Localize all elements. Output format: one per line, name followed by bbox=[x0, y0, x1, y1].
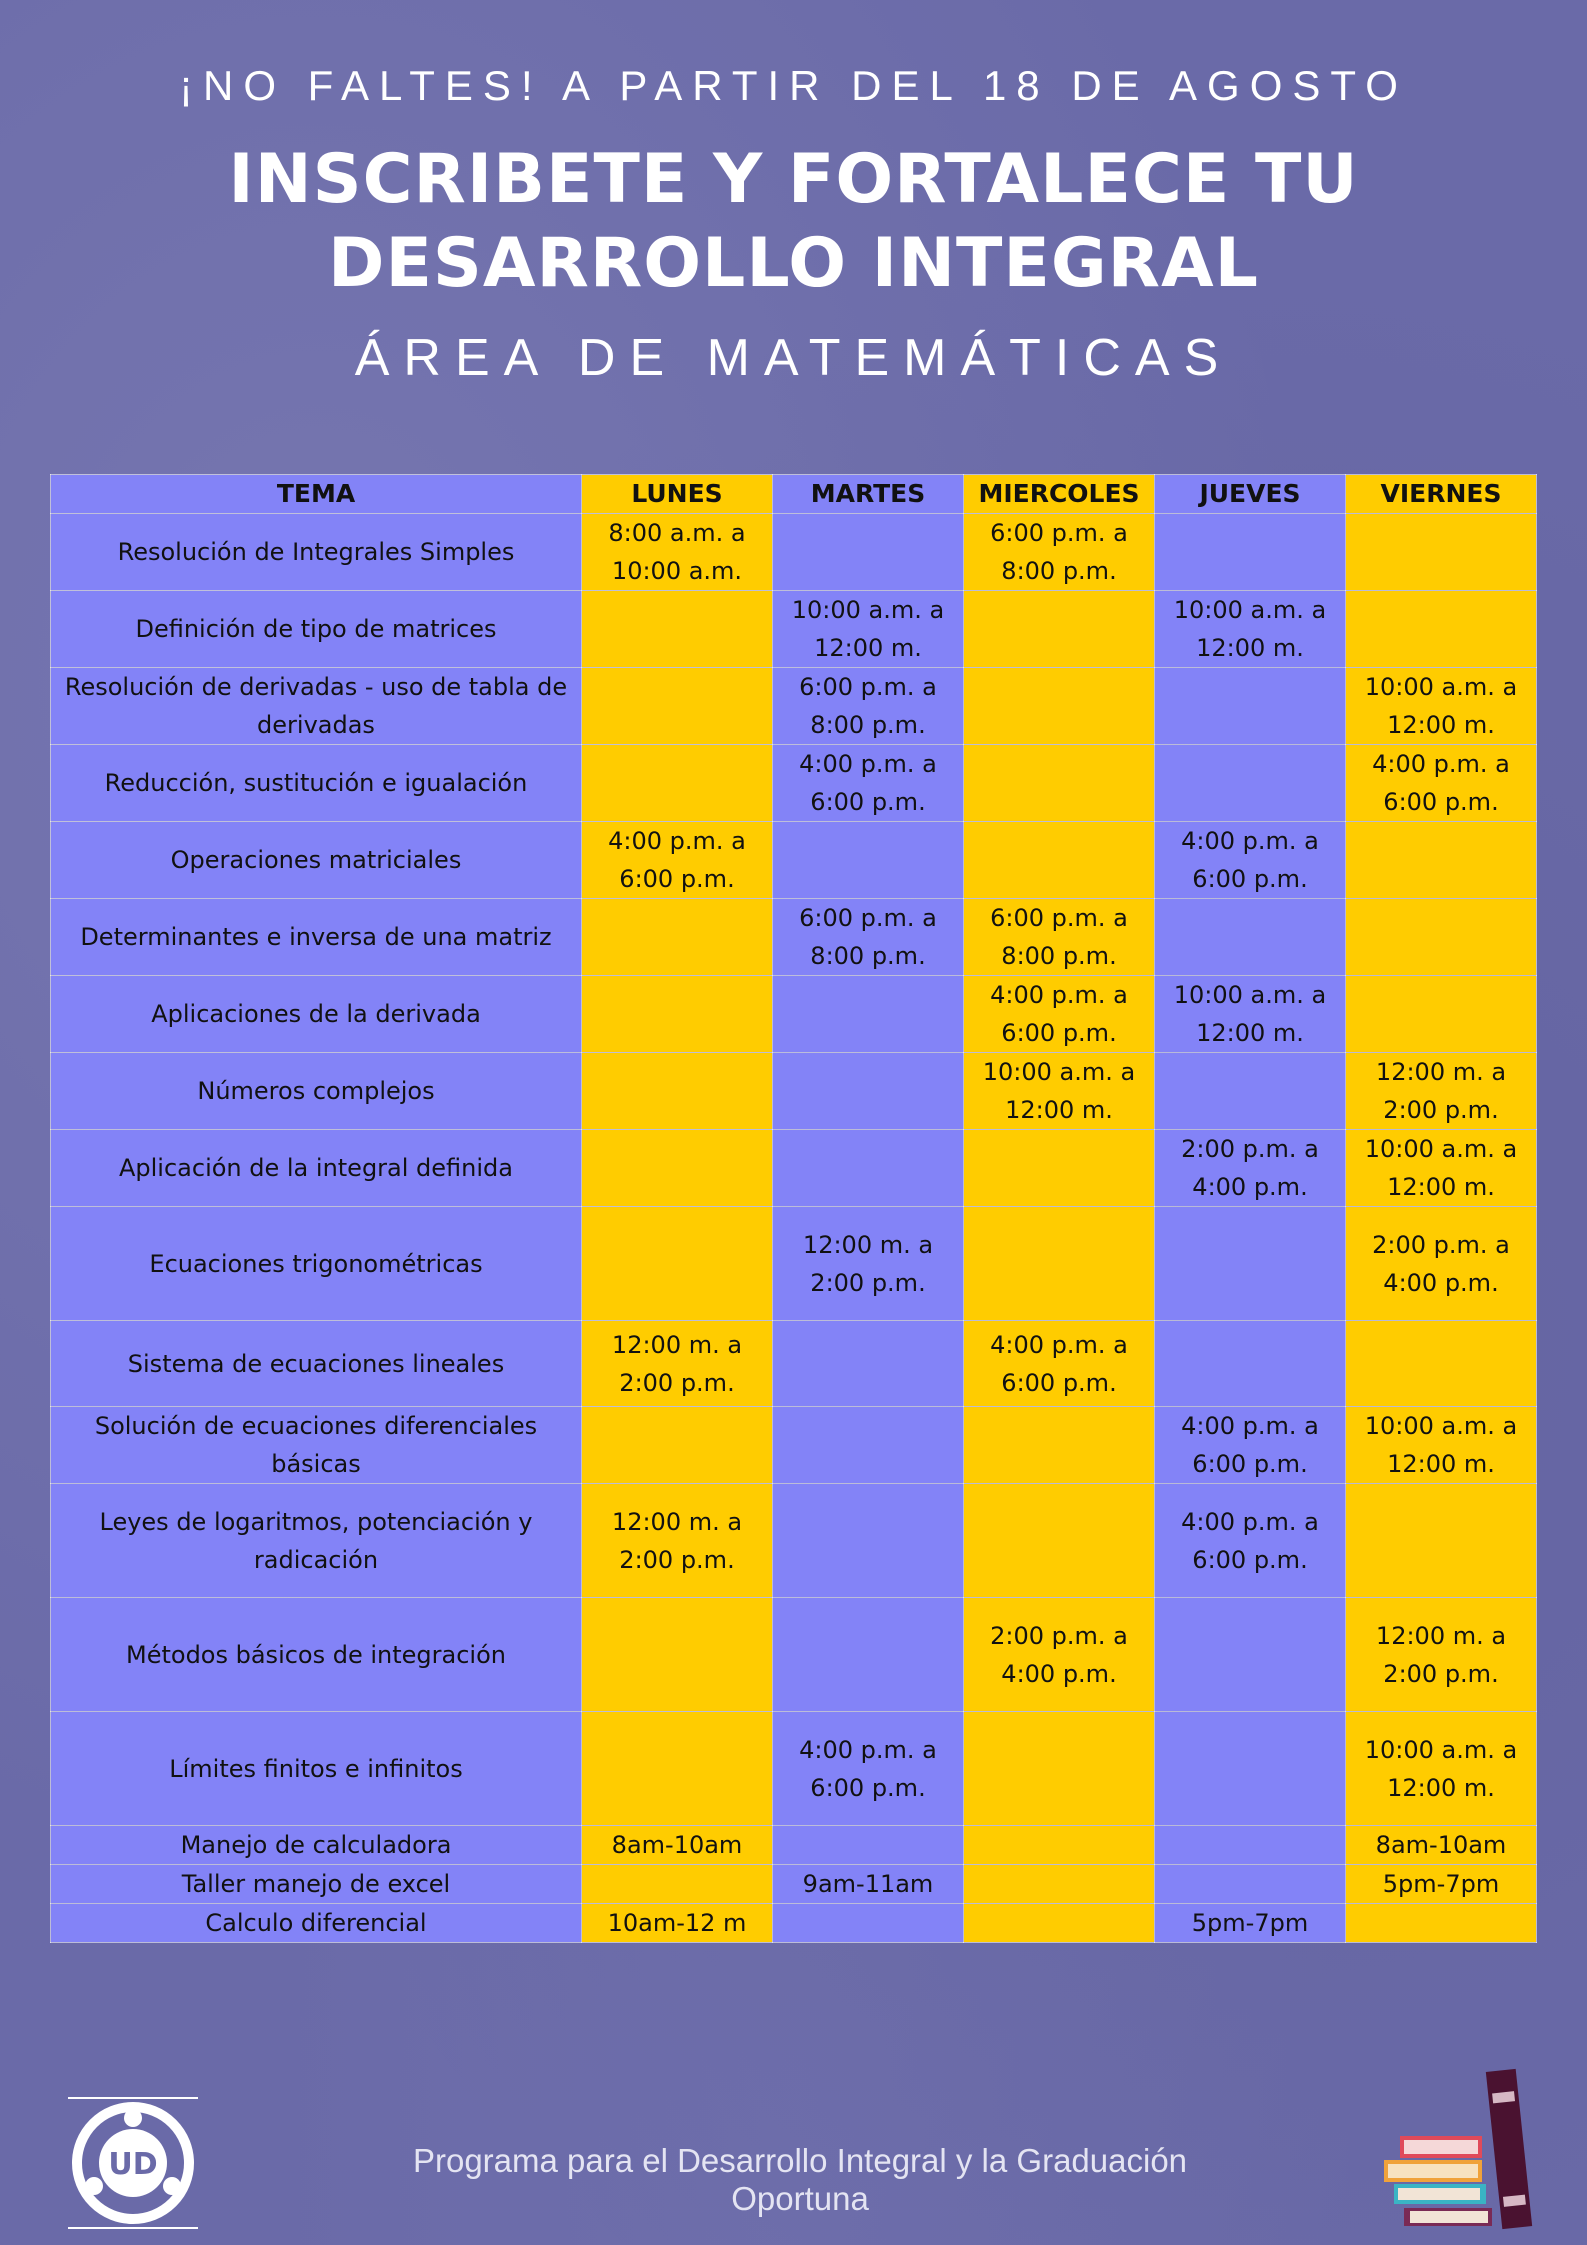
schedule-cell-viernes: 4:00 p.m. a 6:00 p.m. bbox=[1346, 745, 1537, 822]
schedule-cell-miercoles bbox=[964, 1130, 1155, 1207]
tema-cell: Definición de tipo de matrices bbox=[51, 591, 582, 668]
schedule-cell-martes: 9am-11am bbox=[773, 1865, 964, 1904]
tema-cell: Ecuaciones trigonométricas bbox=[51, 1207, 582, 1321]
tema-cell: Límites finitos e infinitos bbox=[51, 1712, 582, 1826]
schedule-cell-viernes bbox=[1346, 822, 1537, 899]
tema-cell: Determinantes e inversa de una matriz bbox=[51, 899, 582, 976]
table-row bbox=[51, 1904, 1537, 1943]
ud-logo-text: UD bbox=[108, 2147, 158, 2182]
schedule-cell-miercoles bbox=[964, 1865, 1155, 1904]
schedule-cell-miercoles: 6:00 p.m. a 8:00 p.m. bbox=[964, 514, 1155, 591]
schedule-cell-miercoles bbox=[964, 591, 1155, 668]
schedule-cell-jueves bbox=[1155, 1053, 1346, 1130]
schedule-cell-lunes bbox=[582, 668, 773, 745]
schedule-cell-jueves bbox=[1155, 1865, 1346, 1904]
schedule-cell-lunes bbox=[582, 1053, 773, 1130]
table-row bbox=[51, 1207, 1537, 1321]
schedule-cell-viernes bbox=[1346, 1484, 1537, 1598]
table-row bbox=[51, 591, 1537, 668]
table-row bbox=[51, 1598, 1537, 1712]
schedule-cell-lunes bbox=[582, 1207, 773, 1321]
tema-cell: Sistema de ecuaciones lineales bbox=[51, 1321, 582, 1407]
schedule-cell-miercoles bbox=[964, 1407, 1155, 1484]
schedule-cell-jueves bbox=[1155, 668, 1346, 745]
tema-cell: Reducción, sustitución e igualación bbox=[51, 745, 582, 822]
schedule-cell-lunes bbox=[582, 1598, 773, 1712]
schedule-cell-viernes: 10:00 a.m. a 12:00 m. bbox=[1346, 1407, 1537, 1484]
schedule-cell-lunes: 8:00 a.m. a 10:00 a.m. bbox=[582, 514, 773, 591]
event-kicker: ¡NO FALTES! A PARTIR DEL 18 DE AGOSTO bbox=[179, 62, 1408, 109]
schedule-cell-jueves bbox=[1155, 514, 1346, 591]
table-row bbox=[51, 1321, 1537, 1407]
schedule-cell-lunes bbox=[582, 745, 773, 822]
header-viernes: VIERNES bbox=[1346, 475, 1537, 514]
schedule-cell-martes bbox=[773, 822, 964, 899]
tema-cell: Métodos básicos de integración bbox=[51, 1598, 582, 1712]
schedule-cell-martes bbox=[773, 976, 964, 1053]
schedule-cell-jueves bbox=[1155, 1598, 1346, 1712]
schedule-cell-martes: 4:00 p.m. a 6:00 p.m. bbox=[773, 745, 964, 822]
schedule-cell-miercoles bbox=[964, 745, 1155, 822]
schedule-cell-lunes bbox=[582, 1130, 773, 1207]
schedule-cell-jueves: 10:00 a.m. a 12:00 m. bbox=[1155, 591, 1346, 668]
schedule-cell-miercoles: 4:00 p.m. a 6:00 p.m. bbox=[964, 1321, 1155, 1407]
schedule-cell-jueves: 4:00 p.m. a 6:00 p.m. bbox=[1155, 1407, 1346, 1484]
table-row bbox=[51, 1712, 1537, 1826]
schedule-cell-miercoles bbox=[964, 1826, 1155, 1865]
tema-cell: Aplicación de la integral definida bbox=[51, 1130, 582, 1207]
program-name: Programa para el Desarrollo Integral y la Graduación Oportuna bbox=[412, 2142, 1188, 2217]
schedule-cell-viernes bbox=[1346, 591, 1537, 668]
schedule-cell-martes bbox=[773, 1826, 964, 1865]
schedule-cell-viernes: 10:00 a.m. a 12:00 m. bbox=[1346, 1712, 1537, 1826]
schedule-cell-martes bbox=[773, 514, 964, 591]
schedule-cell-viernes: 12:00 m. a 2:00 p.m. bbox=[1346, 1053, 1537, 1130]
tema-cell: Calculo diferencial bbox=[51, 1904, 582, 1943]
schedule-cell-viernes: 10:00 a.m. a 12:00 m. bbox=[1346, 1130, 1537, 1207]
schedule-cell-lunes: 12:00 m. a 2:00 p.m. bbox=[582, 1321, 773, 1407]
schedule-cell-martes bbox=[773, 1130, 964, 1207]
headline-line-2: DESARROLLO INTEGRAL bbox=[328, 224, 1259, 303]
books-stack-icon bbox=[1380, 2066, 1540, 2230]
tema-cell: Resolución de derivadas - uso de tabla de derivadas bbox=[51, 668, 582, 745]
schedule-cell-lunes bbox=[582, 899, 773, 976]
schedule-cell-martes: 6:00 p.m. a 8:00 p.m. bbox=[773, 668, 964, 745]
schedule-cell-miercoles bbox=[964, 822, 1155, 899]
schedule-cell-viernes bbox=[1346, 899, 1537, 976]
schedule-cell-miercoles: 10:00 a.m. a 12:00 m. bbox=[964, 1053, 1155, 1130]
table-row bbox=[51, 1053, 1537, 1130]
schedule-cell-lunes bbox=[582, 976, 773, 1053]
tema-cell: Leyes de logaritmos, potenciación y radicación bbox=[51, 1484, 582, 1598]
schedule-cell-miercoles bbox=[964, 668, 1155, 745]
table-row bbox=[51, 514, 1537, 591]
table-row bbox=[51, 822, 1537, 899]
schedule-cell-martes: 12:00 m. a 2:00 p.m. bbox=[773, 1207, 964, 1321]
headline bbox=[0, 138, 1587, 306]
header-tema: TEMA bbox=[51, 475, 582, 514]
table-row bbox=[51, 976, 1537, 1053]
schedule-cell-lunes bbox=[582, 1712, 773, 1826]
schedule-table bbox=[50, 474, 1537, 1943]
ud-logo-icon bbox=[68, 2096, 198, 2230]
schedule-cell-jueves bbox=[1155, 1321, 1346, 1407]
schedule-cell-viernes: 10:00 a.m. a 12:00 m. bbox=[1346, 668, 1537, 745]
schedule-cell-martes bbox=[773, 1321, 964, 1407]
table-row bbox=[51, 1865, 1537, 1904]
tema-cell: Números complejos bbox=[51, 1053, 582, 1130]
tema-cell: Aplicaciones de la derivada bbox=[51, 976, 582, 1053]
schedule-cell-martes bbox=[773, 1407, 964, 1484]
table-row bbox=[51, 1407, 1537, 1484]
schedule-cell-viernes bbox=[1346, 1904, 1537, 1943]
header-miercoles: MIERCOLES bbox=[964, 475, 1155, 514]
schedule-cell-jueves: 5pm-7pm bbox=[1155, 1904, 1346, 1943]
schedule-cell-viernes: 2:00 p.m. a 4:00 p.m. bbox=[1346, 1207, 1537, 1321]
schedule-cell-martes bbox=[773, 1904, 964, 1943]
schedule-cell-lunes: 12:00 m. a 2:00 p.m. bbox=[582, 1484, 773, 1598]
schedule-cell-viernes bbox=[1346, 976, 1537, 1053]
schedule-cell-martes: 10:00 a.m. a 12:00 m. bbox=[773, 591, 964, 668]
schedule-cell-lunes: 4:00 p.m. a 6:00 p.m. bbox=[582, 822, 773, 899]
area-title: ÁREA DE MATEMÁTICAS bbox=[354, 329, 1233, 387]
schedule-cell-viernes bbox=[1346, 1321, 1537, 1407]
schedule-cell-jueves: 4:00 p.m. a 6:00 p.m. bbox=[1155, 1484, 1346, 1598]
header-martes: MARTES bbox=[773, 475, 964, 514]
schedule-cell-miercoles bbox=[964, 1484, 1155, 1598]
schedule-cell-jueves bbox=[1155, 1207, 1346, 1321]
schedule-cell-viernes: 8am-10am bbox=[1346, 1826, 1537, 1865]
schedule-cell-jueves: 10:00 a.m. a 12:00 m. bbox=[1155, 976, 1346, 1053]
schedule-cell-viernes: 12:00 m. a 2:00 p.m. bbox=[1346, 1598, 1537, 1712]
tema-cell: Operaciones matriciales bbox=[51, 822, 582, 899]
table-row bbox=[51, 745, 1537, 822]
schedule-cell-miercoles bbox=[964, 1904, 1155, 1943]
schedule-cell-martes bbox=[773, 1598, 964, 1712]
table-row bbox=[51, 899, 1537, 976]
headline-line-1: INSCRIBETE Y FORTALECE TU bbox=[228, 140, 1359, 219]
schedule-cell-martes: 4:00 p.m. a 6:00 p.m. bbox=[773, 1712, 964, 1826]
schedule-body bbox=[51, 514, 1537, 1943]
schedule-cell-jueves bbox=[1155, 745, 1346, 822]
tema-cell: Taller manejo de excel bbox=[51, 1865, 582, 1904]
header-lunes: LUNES bbox=[582, 475, 773, 514]
header-jueves: JUEVES bbox=[1155, 475, 1346, 514]
schedule-cell-jueves: 4:00 p.m. a 6:00 p.m. bbox=[1155, 822, 1346, 899]
schedule-cell-lunes bbox=[582, 1865, 773, 1904]
tema-cell: Resolución de Integrales Simples bbox=[51, 514, 582, 591]
schedule-cell-miercoles bbox=[964, 1207, 1155, 1321]
schedule-cell-lunes bbox=[582, 591, 773, 668]
schedule-cell-lunes: 10am-12 m bbox=[582, 1904, 773, 1943]
schedule-cell-martes: 6:00 p.m. a 8:00 p.m. bbox=[773, 899, 964, 976]
schedule-cell-viernes bbox=[1346, 514, 1537, 591]
schedule-cell-jueves bbox=[1155, 899, 1346, 976]
schedule-cell-lunes bbox=[582, 1407, 773, 1484]
table-row bbox=[51, 1826, 1537, 1865]
schedule-cell-miercoles: 4:00 p.m. a 6:00 p.m. bbox=[964, 976, 1155, 1053]
schedule-cell-viernes: 5pm-7pm bbox=[1346, 1865, 1537, 1904]
schedule-cell-miercoles bbox=[964, 1712, 1155, 1826]
schedule-cell-miercoles: 2:00 p.m. a 4:00 p.m. bbox=[964, 1598, 1155, 1712]
table-row bbox=[51, 668, 1537, 745]
schedule-cell-miercoles: 6:00 p.m. a 8:00 p.m. bbox=[964, 899, 1155, 976]
tema-cell: Manejo de calculadora bbox=[51, 1826, 582, 1865]
schedule-cell-jueves: 2:00 p.m. a 4:00 p.m. bbox=[1155, 1130, 1346, 1207]
table-row bbox=[51, 1484, 1537, 1598]
schedule-cell-martes bbox=[773, 1484, 964, 1598]
schedule-cell-martes bbox=[773, 1053, 964, 1130]
table-row bbox=[51, 1130, 1537, 1207]
schedule-cell-jueves bbox=[1155, 1826, 1346, 1865]
schedule-cell-lunes: 8am-10am bbox=[582, 1826, 773, 1865]
tema-cell: Solución de ecuaciones diferenciales básicas bbox=[51, 1407, 582, 1484]
schedule-cell-jueves bbox=[1155, 1712, 1346, 1826]
table-header-row bbox=[51, 475, 1537, 514]
